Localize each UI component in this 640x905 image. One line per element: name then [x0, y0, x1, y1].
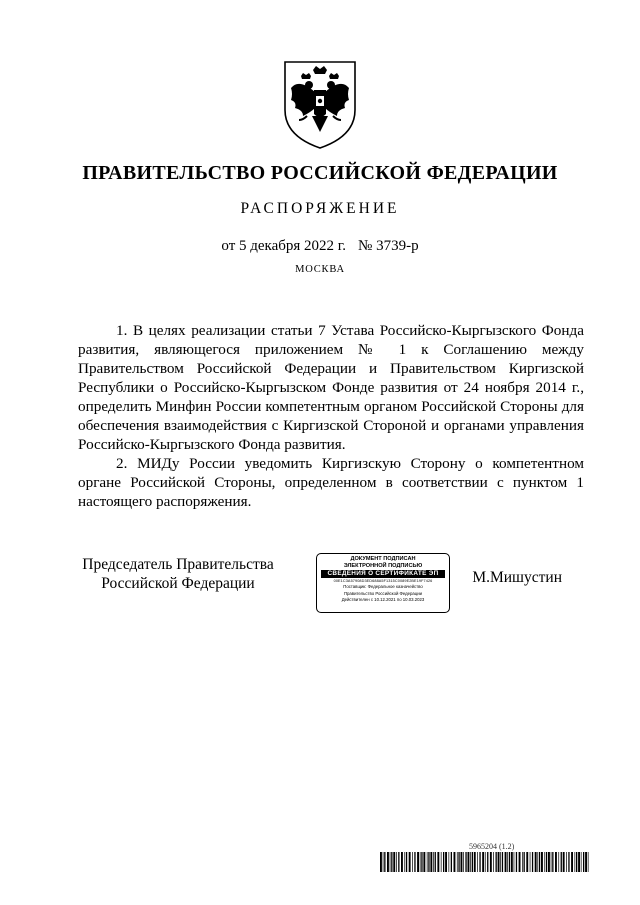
position-line-1: Председатель Правительства — [82, 556, 274, 573]
paragraph-2: 2. МИДу России уведомить Киргизскую Сторону о компетентном органе Российской Стороны, определенном в соответствии с пунктом 1 настоящего распоряжения. — [78, 455, 584, 510]
stamp-issuer: Поставщик: Федеральное казначейство — [343, 584, 423, 590]
stamp-serial: 00E1C3A57908D3ED688A5F1315C0089E2BE19F7426 — [333, 579, 433, 584]
paragraph-1: 1. В целях реализации статьи 7 Устава Российско-Кыргызского Фонда развития, являющегося приложением № 1 к Соглашению между Правительством Российской Федерации и Правительством Киргизской Республики о Российско-Кыргызском Фонде развития от 24 ноября 2014 г., определить Минфин России компетентным органом Российской Стороны для обеспечения взаимодействия с Киргизской Стороной и органами управления Российско-Кыргызского Фонда развития. — [78, 322, 584, 453]
stamp-certificate-bar: СВЕДЕНИЯ О СЕРТИФИКАТЕ ЭП — [321, 570, 445, 578]
stamp-owner: Правительство Российской Федерации — [343, 590, 423, 596]
coat-of-arms-icon — [279, 58, 361, 150]
stamp-line-2: ЭЛЕКТРОННОЙ ПОДПИСЬЮ — [343, 562, 423, 569]
stamp-line-1: ДОКУМЕНТ ПОДПИСАН — [350, 556, 416, 562]
order-number: № 3739-р — [358, 238, 419, 254]
position-line-2: Российской Федерации — [101, 575, 255, 592]
city-label: МОСКВА — [295, 264, 345, 275]
barcode-icon — [380, 852, 590, 872]
electronic-signature-stamp — [316, 553, 450, 613]
signatory-name: М.Мишустин — [472, 569, 562, 586]
order-date-line — [0, 238, 640, 255]
order-type-title: РАСПОРЯЖЕНИЕ — [240, 200, 400, 217]
signatory-position — [68, 555, 288, 593]
government-title: ПРАВИТЕЛЬСТВО РОССИЙСКОЙ ФЕДЕРАЦИИ — [82, 162, 558, 184]
stamp-validity: Действителен с 10.12.2021 по 10.03.2023 — [341, 597, 425, 602]
order-body — [78, 321, 584, 511]
order-date: от 5 декабря 2022 г. — [221, 238, 347, 254]
document-code: 5965204 (1.2) — [469, 842, 515, 851]
